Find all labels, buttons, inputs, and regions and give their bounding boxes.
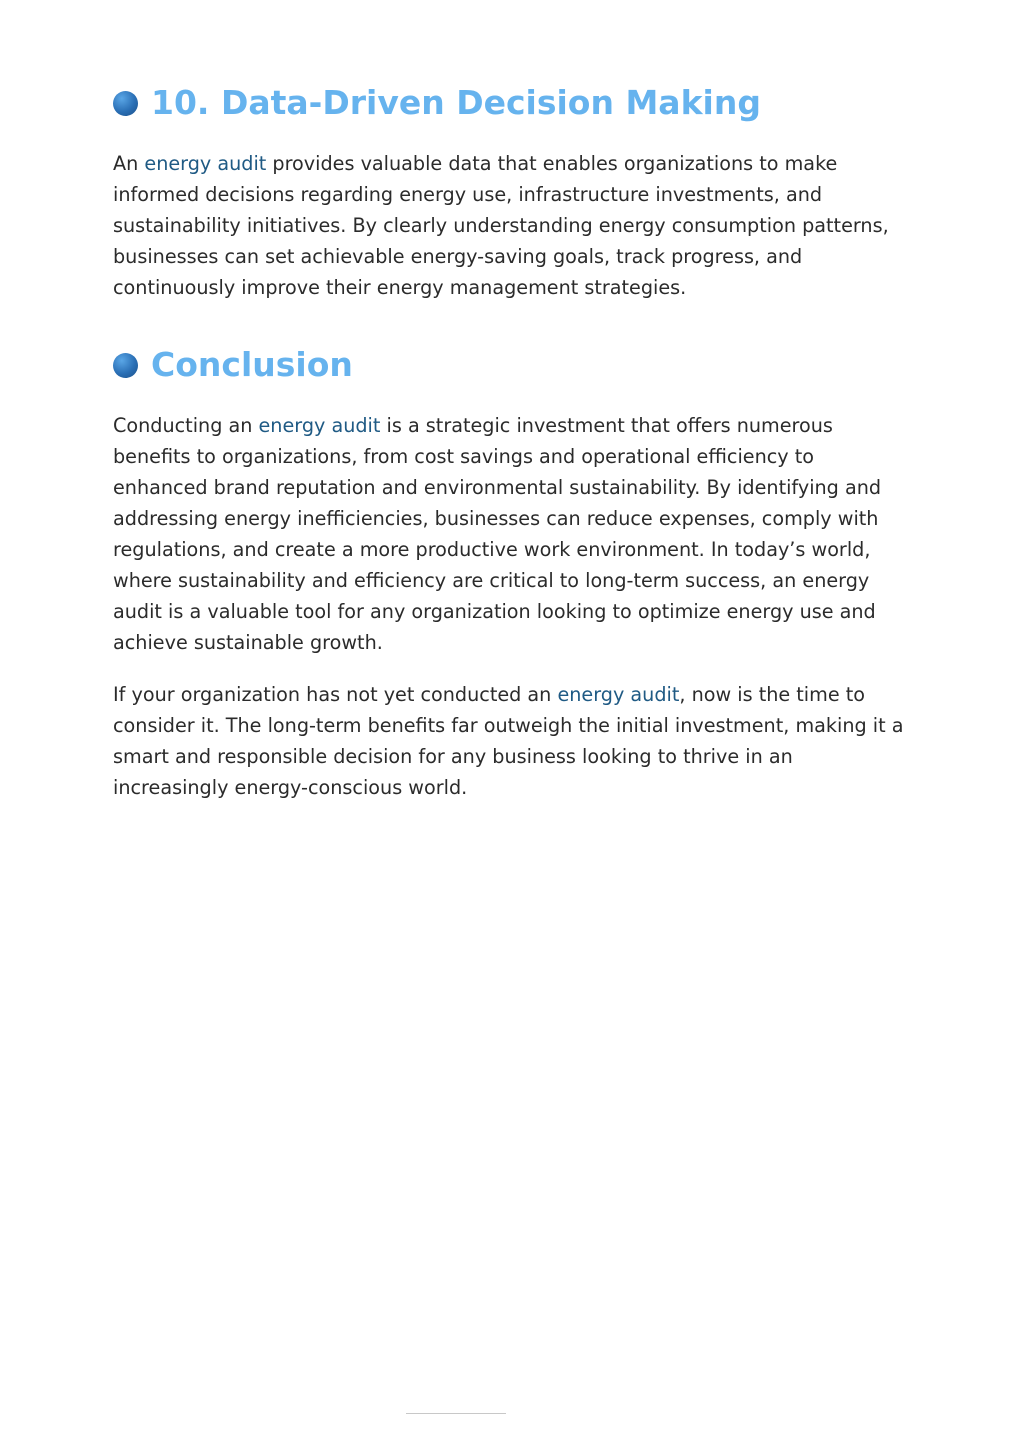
paragraph-text-after: provides valuable data that enables organizations to make informed decisions regarding energy use, infrastructure investments, and sustainability initiatives. By clearly understanding energy consumption patterns, businesses can set achievable energy-saving goals, track progress, and continuously improve their energy management strategies. xyxy=(113,152,889,299)
energy-audit-link[interactable]: energy audit xyxy=(144,152,267,175)
paragraph-conclusion-1 xyxy=(113,410,913,658)
circle-bullet-icon xyxy=(113,353,138,378)
footer-divider xyxy=(406,1413,506,1414)
paragraph-text-before: If your organization has not yet conducted an xyxy=(113,683,558,706)
section-spacer xyxy=(113,324,913,342)
paragraph-text-before: An xyxy=(113,152,145,175)
paragraph-data-driven xyxy=(113,148,913,303)
section-title: Conclusion xyxy=(151,345,353,384)
paragraph-text-after: is a strategic investment that offers numerous benefits to organizations, from cost savings and operational efficiency to enhanced brand reputation and environmental sustainability. By identifying and addressing energy inefficiencies, businesses can reduce expenses, comply with regulations, and create a more productive work environment. In today’s world, where sustainability and efficiency are critical to long-term success, an energy audit is a valuable tool for any organization looking to optimize energy use and achieve sustainable growth. xyxy=(113,414,882,654)
section-heading-conclusion xyxy=(113,342,913,388)
paragraph-text-before: Conducting an xyxy=(113,414,259,437)
section-heading-data-driven xyxy=(113,80,913,126)
circle-bullet-icon xyxy=(113,91,138,116)
section-title: 10. Data-Driven Decision Making xyxy=(151,83,761,122)
document-page xyxy=(113,80,913,824)
energy-audit-link[interactable]: energy audit xyxy=(557,683,680,706)
paragraph-text-after: , now is the time to consider it. The long-term benefits far outweigh the initial investment, making it a smart and responsible decision for any business looking to thrive in an increasingly energy-conscious world. xyxy=(113,683,904,799)
paragraph-conclusion-2 xyxy=(113,679,913,803)
energy-audit-link[interactable]: energy audit xyxy=(258,414,381,437)
